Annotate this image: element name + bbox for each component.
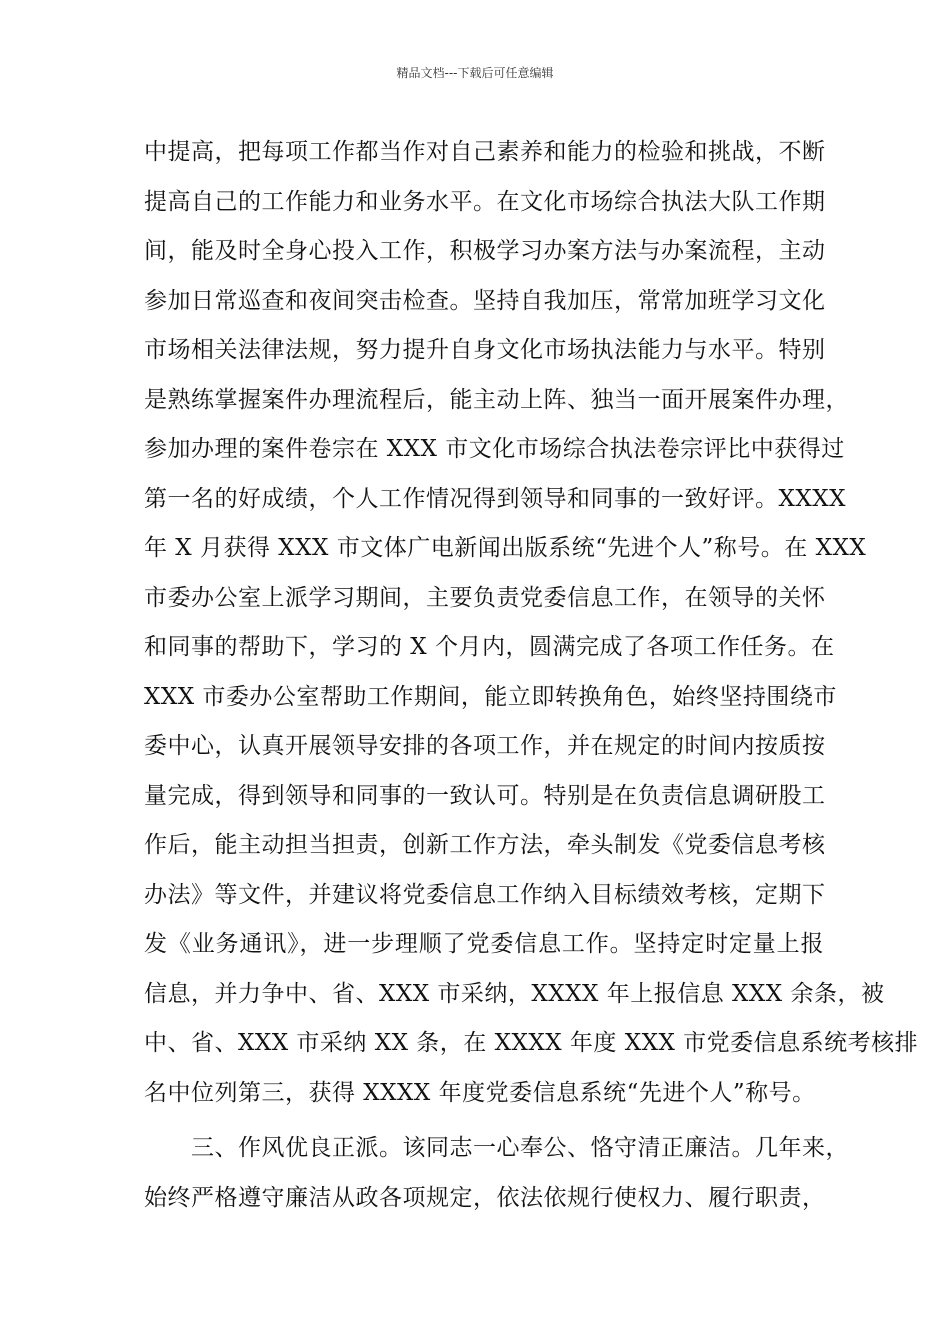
paragraph-2: [144, 1124, 849, 1223]
text-line: 始终严格遵守廉洁从政各项规定，依法依规行使权力、履行职责，: [144, 1184, 826, 1211]
text-line: 三、作风优良正派。该同志一心奉公、恪守清正廉洁。几年来，: [144, 1135, 849, 1161]
text-line: 作后，能主动担当担责，创新工作方法，牵头制发《党委信息考核: [144, 832, 826, 858]
text-line: 名中位列第三，获得 XXXX 年度党委信息系统“先进个人”称号。: [144, 1079, 816, 1106]
text-line: 参加日常巡查和夜间突击检查。坚持自我加压，常常加班学习文化: [144, 287, 826, 314]
document-body: [144, 128, 919, 1223]
paragraph-1: [144, 128, 919, 1118]
page-header: 精品文档---下载后可任意编辑: [396, 66, 554, 80]
text-line: 参加办理的案件卷宗在 XXX 市文化市场综合执法卷宗评比中获得过: [144, 436, 845, 462]
text-line: 提高自己的工作能力和业务水平。在文化市场综合执法大队工作期: [144, 188, 826, 215]
text-line: 间，能及时全身心投入工作，积极学习办案方法与办案流程，主动: [144, 238, 826, 264]
text-line: 量完成，得到领导和同事的一致认可。特别是在负责信息调研股工: [144, 782, 826, 809]
text-line: 中、省、XXX 市采纳 XX 条，在 XXXX 年度 XXX 市党委信息系统考核排: [144, 1030, 919, 1056]
text-line: 是熟练掌握案件办理流程后，能主动上阵、独当一面开展案件办理，: [144, 386, 849, 413]
text-line: XXX 市委办公室帮助工作期间，能立即转换角色，始终坚持围绕市: [144, 683, 837, 710]
text-line: 信息，并力争中、省、XXX 市采纳，XXXX 年上报信息 XXX 余条，被: [144, 980, 885, 1007]
text-line: 中提高，把每项工作都当作对自己素养和能力的检验和挑战，不断: [144, 139, 826, 165]
text-line: 和同事的帮助下，学习的 X 个月内，圆满完成了各项工作任务。在: [144, 634, 835, 660]
text-line: 发《业务通讯》，进一步理顺了党委信息工作。坚持定时定量上报: [144, 931, 824, 957]
text-line: 委中心，认真开展领导安排的各项工作，并在规定的时间内按质按: [144, 733, 826, 759]
text-line: 年 X 月获得 XXX 市文体广电新闻出版系统“先进个人”称号。在 XXX: [144, 535, 867, 561]
text-line: 市委办公室上派学习期间，主要负责党委信息工作，在领导的关怀: [144, 584, 826, 611]
text-line: 办法》等文件，并建议将党委信息工作纳入目标绩效考核，定期下: [144, 881, 826, 908]
text-line: 第一名的好成绩，个人工作情况得到领导和同事的一致好评。XXXX: [144, 485, 846, 512]
text-line: 市场相关法律法规，努力提升自身文化市场执法能力与水平。特别: [144, 337, 826, 363]
